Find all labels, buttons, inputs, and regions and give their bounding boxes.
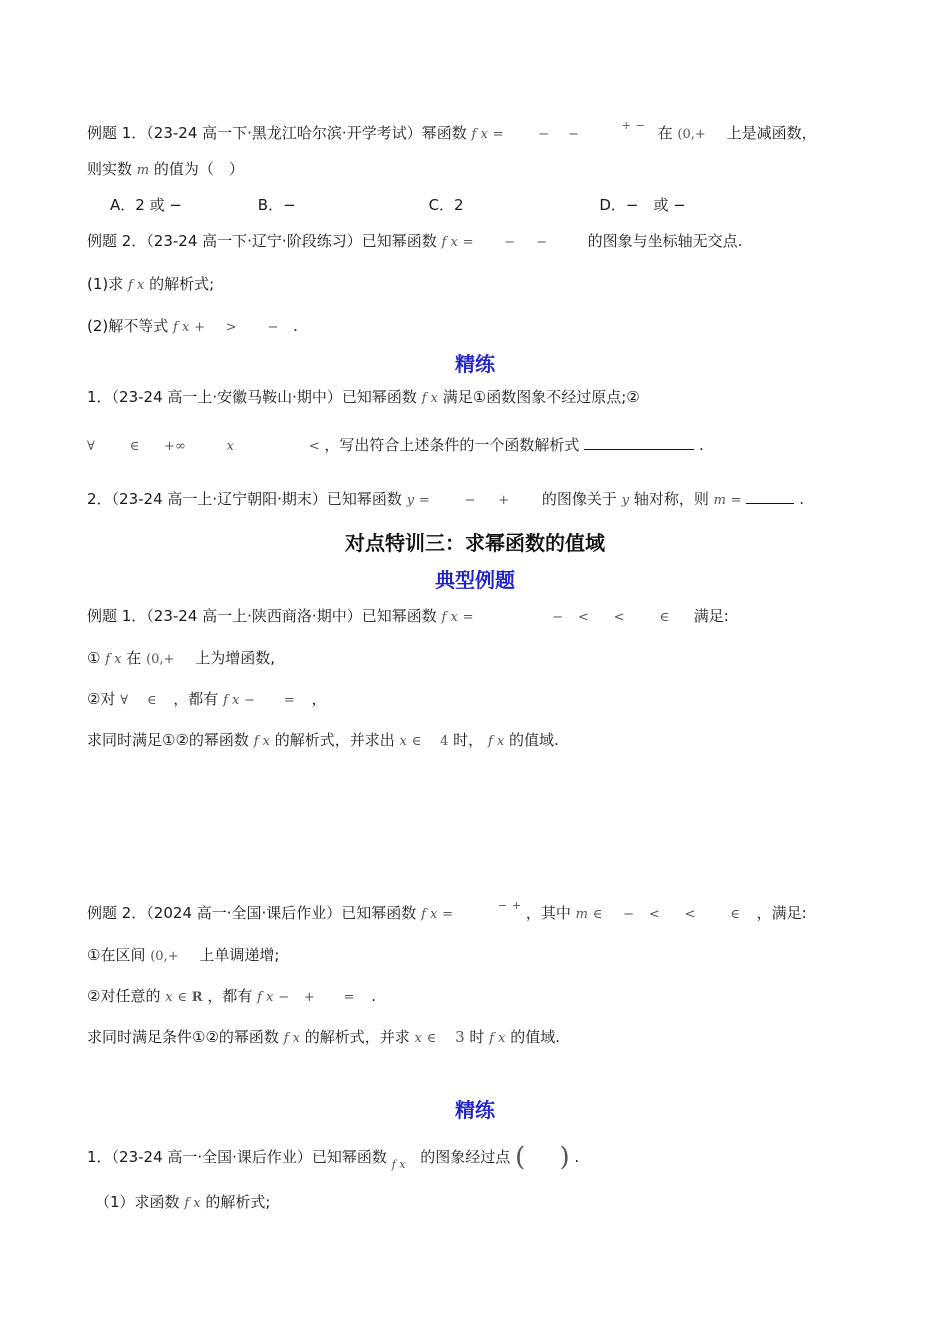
section-3-subtitle: 典型例题: [435, 568, 515, 592]
q2-end: .: [293, 317, 298, 335]
example-1-source: 例题 1．（23-24 高一下·黑龙江哈尔滨·开学考试）幂函数: [87, 124, 467, 142]
section-3-title: 对点特训三：求幂函数的值域: [345, 531, 605, 555]
var-m: m: [575, 907, 588, 922]
example-3-line-1: [87, 605, 729, 629]
fx-symbol: f x: [441, 610, 458, 625]
minus-symbol: −: [552, 610, 564, 625]
var-x: x: [165, 990, 173, 1005]
cond-2-end: .: [371, 987, 377, 1005]
minus-symbol: −: [464, 493, 476, 508]
practice-3-passes: 的图象经过点: [420, 1148, 511, 1166]
in-symbol: ∈: [659, 610, 669, 625]
in-symbol: ∈: [146, 693, 157, 708]
example-3-cond-2: [87, 688, 327, 712]
real-numbers-R: R: [191, 990, 203, 1005]
fraction-x: x: [226, 439, 234, 454]
example-2-q1: [87, 273, 214, 297]
practice-2-symmetric: 的图像关于: [541, 490, 617, 508]
example-3-source: 例题 1．（23-24 高一上·陕西商洛·期中）已知幂函数: [87, 607, 437, 625]
example-1-options: [110, 194, 686, 216]
practice-heading-1: 精练: [455, 352, 495, 376]
example-4-source: 例题 2．（2024 高一·全国·课后作业）已知幂函数: [87, 904, 417, 922]
sub-1-text: （1）求函数: [95, 1193, 180, 1211]
eq-symbol: =: [283, 693, 295, 708]
example-4-cond-1: [87, 944, 279, 968]
eq-symbol: =: [730, 493, 742, 508]
q-text: 求同时满足条件①②的幂函数: [87, 1028, 279, 1046]
gt-symbol: >: [225, 320, 237, 335]
text-value-is: 的值为（ ）: [153, 160, 244, 178]
text-decreasing: 上是减函数，: [726, 124, 817, 142]
fx-symbol: f x: [391, 1158, 406, 1171]
var-x: x: [414, 1031, 422, 1046]
fx-symbol: f x: [487, 734, 505, 749]
in-symbol: ∈: [411, 734, 422, 749]
q-text-2: 的解析式，并求: [304, 1028, 410, 1046]
lt-symbol: <: [648, 907, 660, 922]
option-c[interactable]: C．2: [428, 196, 464, 214]
practice-1-line-2: [87, 434, 704, 458]
option-b[interactable]: B．−: [257, 196, 296, 214]
practice-3-line-1: [87, 1142, 580, 1173]
in-symbol: ∈: [730, 907, 740, 922]
text-satisfies: ，满足:: [756, 904, 807, 922]
practice-heading-2: 精练: [455, 1098, 495, 1122]
fx-symbol: f x: [128, 278, 145, 293]
cond-2-text: ②对任意的: [87, 987, 161, 1005]
minus-symbol: −: [244, 693, 256, 708]
practice-1-line-1: [87, 386, 640, 410]
practice-1-ask: ，写出符合上述条件的一个函数解析式: [324, 436, 580, 454]
practice-2-line: [87, 488, 804, 512]
lt-symbol: <: [577, 610, 589, 625]
q-text-3: 时: [469, 1028, 485, 1046]
fx-symbol: f x: [489, 1031, 506, 1046]
lt-symbol: <: [308, 439, 320, 454]
practice-1-conditions: 满足①函数图象不经过原点;②: [442, 388, 640, 406]
fx-symbol: f x: [223, 693, 240, 708]
text-satisfies: 满足:: [693, 607, 729, 625]
circled-1: ①: [87, 649, 101, 667]
interval-0-inf: (0,+: [146, 652, 175, 667]
fx-symbol: f x: [283, 1031, 300, 1046]
eq-symbol: =: [462, 610, 474, 625]
option-d[interactable]: D．− 或 −: [599, 196, 686, 214]
example-1-line-2: [87, 158, 244, 182]
minus-symbol: −: [623, 907, 635, 922]
exponent-plus: +: [621, 119, 631, 132]
in-symbol: ∈: [592, 907, 603, 922]
text-at: 在: [126, 649, 142, 667]
exponent-plus: +: [511, 899, 522, 912]
number-4: 4: [440, 734, 449, 749]
fx-symbol: f x: [257, 990, 274, 1005]
number-3: 3: [455, 1028, 465, 1046]
example-2-q2: [87, 315, 298, 339]
minus-symbol: −: [278, 990, 290, 1005]
var-m: m: [713, 493, 726, 508]
practice-3-sub-1: [95, 1191, 270, 1215]
answer-blank[interactable]: [746, 503, 794, 504]
sub-1-end: 的解析式;: [205, 1193, 271, 1211]
q-text: 求同时满足①②的幂函数: [87, 731, 249, 749]
exponent-minus: −: [497, 899, 508, 912]
q-text-3: 时，: [453, 731, 484, 749]
example-2-line-1: [87, 230, 742, 254]
practice-1-end: .: [698, 436, 704, 454]
example-2-source: 例题 2．（23-24 高一下·辽宁·阶段练习）已知幂函数: [87, 232, 437, 250]
q-text-4: 的值域.: [509, 731, 559, 749]
fx-symbol: f x: [421, 907, 438, 922]
fx-symbol: f x: [421, 391, 438, 406]
answer-blank[interactable]: [584, 449, 694, 450]
var-m: m: [136, 163, 150, 178]
text-comma: ，: [311, 690, 327, 708]
var-y-axis: y: [621, 493, 630, 508]
forall-symbol: ∀: [120, 693, 129, 708]
lt-symbol: <: [684, 907, 696, 922]
text-always: ，都有: [207, 987, 253, 1005]
example-4-question: [87, 1026, 560, 1050]
circled-2: ②对: [87, 690, 116, 708]
example-3-question: [87, 729, 559, 753]
plus-symbol: +: [498, 493, 510, 508]
minus-symbol: −: [267, 320, 279, 335]
fx-symbol: f x: [105, 652, 122, 667]
exponent-minus: −: [635, 119, 645, 132]
text-real-number: 则实数: [87, 160, 133, 178]
option-a[interactable]: A．2 或 −: [110, 196, 182, 214]
plus-symbol: +: [303, 990, 315, 1005]
practice-3-source: 1．（23-24 高一·全国·课后作业）已知幂函数: [87, 1148, 387, 1166]
text-where: ，其中: [525, 904, 571, 922]
practice-2-end: .: [799, 490, 805, 508]
text-no-intersection: 的图象与坐标轴无交点.: [587, 232, 743, 250]
minus-symbol: −: [504, 235, 516, 250]
point-parens: ( ): [515, 1142, 570, 1173]
q-text-4: 的值域.: [510, 1028, 561, 1046]
minus-symbol: −: [535, 235, 547, 250]
text-always: ，都有: [173, 690, 219, 708]
minus-symbol: −: [567, 127, 579, 142]
cond-1-end: 上单调递增;: [199, 946, 280, 964]
infinity-symbol: +∞: [164, 439, 186, 454]
example-1-line-1: [87, 119, 817, 146]
plus-symbol: +: [194, 320, 205, 335]
q-text-2: 的解析式，并求出: [274, 731, 395, 749]
fx-symbol: f x: [441, 235, 458, 250]
text-at: 在: [657, 124, 673, 142]
eq-symbol: =: [492, 127, 504, 142]
practice-2-then: 轴对称，则: [633, 490, 709, 508]
fx-symbol: f x: [253, 734, 270, 749]
var-x: x: [399, 734, 407, 749]
var-y: y: [406, 493, 415, 508]
cond-1-text: ①在区间: [87, 946, 146, 964]
practice-1-source: 1．（23-24 高一上·安徽马鞍山·期中）已知幂函数: [87, 388, 417, 406]
lt-symbol: <: [613, 610, 625, 625]
q1-label: (1)求: [87, 275, 124, 293]
fx-symbol: f x: [471, 127, 488, 142]
q1-text: 的解析式;: [149, 275, 215, 293]
interval-0-inf: (0,+: [677, 127, 706, 142]
in-symbol: ∈: [177, 990, 187, 1005]
example-4-line-1: [87, 899, 807, 926]
interval-0-inf: (0,+: [150, 949, 179, 964]
forall-symbol: ∀: [87, 439, 95, 454]
example-4-cond-2: [87, 985, 376, 1009]
example-3-cond-1: [87, 647, 275, 671]
eq-symbol: =: [418, 493, 430, 508]
practice-3-end: .: [574, 1148, 580, 1166]
practice-2-source: 2．（23-24 高一上·辽宁朝阳·期末）已知幂函数: [87, 490, 402, 508]
eq-symbol: =: [462, 235, 474, 250]
fx-symbol: f x: [184, 1196, 201, 1211]
in-symbol: ∈: [129, 439, 140, 454]
fx-symbol: f x: [173, 320, 190, 335]
q2-label: (2)解不等式: [87, 317, 169, 335]
in-symbol: ∈: [426, 1031, 437, 1046]
eq-symbol: =: [442, 907, 454, 922]
minus-symbol: −: [538, 127, 550, 142]
eq-symbol: =: [343, 990, 355, 1005]
text-increasing: 上为增函数,: [195, 649, 276, 667]
